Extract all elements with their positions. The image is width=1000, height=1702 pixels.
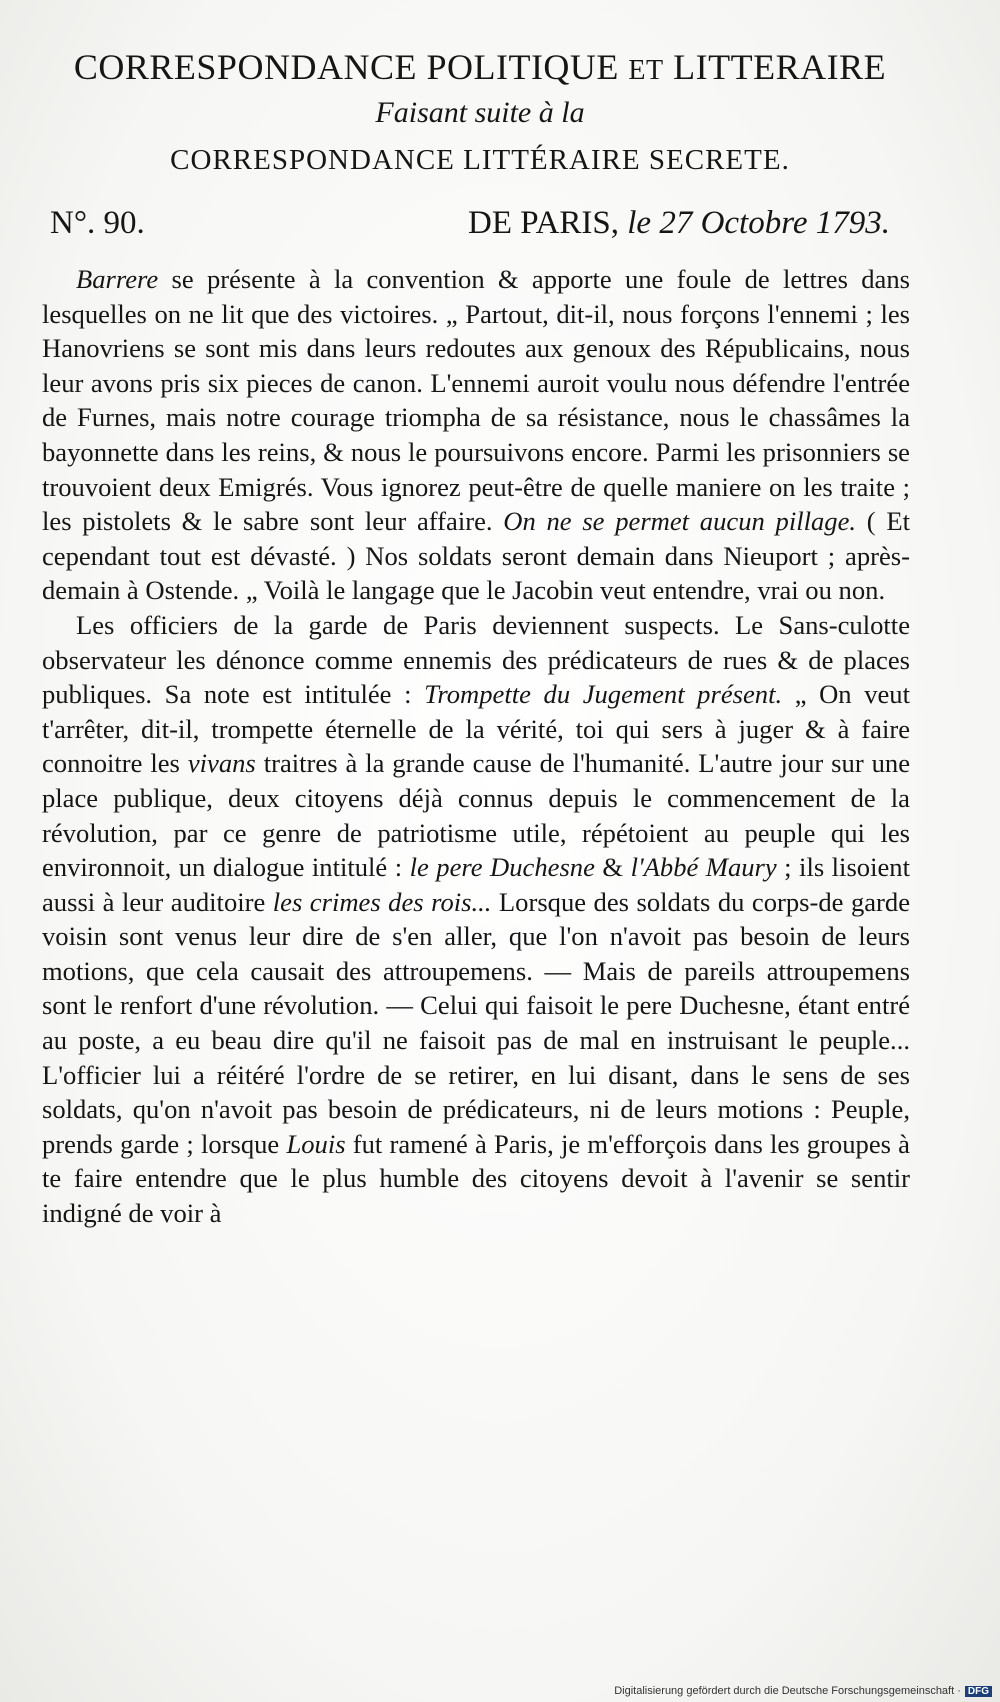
issue-place-date bbox=[468, 205, 890, 242]
journal-secondary-title: CORRESPONDANCE LITTÉRAIRE SECRETE. bbox=[170, 143, 790, 176]
p2-italic-duchesne: le pere Duchesne bbox=[409, 852, 595, 883]
paragraph-1 bbox=[42, 262, 910, 608]
issue-number: N°. 90. bbox=[50, 205, 145, 241]
p1-text-2: ( Et cependant tout est dévasté. ) Nos soldats seront demain dans Nieuport ; après-demain à Ostende. „ Voilà le langage que le Jacobin veut entendre, vrai ou non. bbox=[42, 506, 911, 606]
p2-text-4: & bbox=[594, 852, 631, 883]
p2-italic-louis: Louis bbox=[286, 1128, 346, 1159]
article-body bbox=[42, 262, 910, 1231]
dateline bbox=[50, 205, 890, 245]
journal-title-end: LITTERAIRE bbox=[673, 47, 887, 87]
p1-text-1: se présente à la convention & apporte une foule de lettres dans lesquelles on ne lit que des victoires. „ Partout, dit-il, nous forçons l'ennemi ; les Hanovriens se sont mis dans leurs redoutes aux genoux des Républicains, nous leur avons pris six pieces de canon. L'ennemi auroit voulu nous défendre l'entrée de Furnes, mais notre courage triompha de sa résistance, nous le chassâmes la bayonnette dans les reins, & nous le poursuivons encore. Parmi les prisonniers se trouvoient deux Emigrés. Vous ignorez peut-être de quelle maniere on les traite ; les pistolets & le sabre sont leur affaire. bbox=[42, 264, 910, 537]
paragraph-2 bbox=[42, 608, 910, 1231]
p2-text-5: ; ils lisoient aussi à leur auditoire bbox=[42, 852, 910, 917]
p2-italic-trompette: Trompette du Jugement présent. bbox=[424, 679, 783, 710]
dfg-logo: DFG bbox=[965, 1686, 992, 1697]
p2-italic-maury: l'Abbé Maury bbox=[630, 852, 777, 883]
issue-place: DE PARIS, bbox=[468, 205, 620, 241]
issue-date: le 27 Octobre 1793. bbox=[627, 205, 890, 241]
journal-title-connector: ET bbox=[628, 55, 664, 86]
p2-text-3: traitres à la grande cause de l'humanité. L'autre jour sur une place publique, deux citoyens déjà connus depuis le commencement de la révolution, par ce genre de patriotisme utile, répétoient au peuple qui les environnoit, un dialogue intitulé : bbox=[42, 748, 910, 883]
journal-title bbox=[40, 48, 920, 88]
p2-text-6: Lorsque des soldats du corps-de garde voisin sont venus leur dire de s'en aller, que l'on n'avoit pas besoin de leurs motions, que cela causait des attroupemens. — Mais de pareils attroupemens sont le renfort d'une révolution. — Celui qui faisoit le pere Duchesne, étant entré au poste, a eu beau dire qu'il ne faisoit pas de mal en instruisant le peuple... L'officier lui a réitéré l'ordre de se retirer, en lui disant, dans le sens de ses soldats, qu'on n'avoit pas besoin de prédicateurs, ni de leurs motions : Peuple, prends garde ; lorsque bbox=[42, 886, 910, 1159]
p2-text-2: „ On veut t'arrêter, dit-il, trompette éternelle de la vérité, toi qui sers à juger & à faire connoitre les bbox=[42, 679, 910, 779]
page-header bbox=[40, 48, 920, 177]
p1-italic-pillage: On ne se permet aucun pillage. bbox=[503, 506, 857, 537]
journal-subtitle: Faisant suite à la bbox=[375, 95, 585, 129]
p2-text-7: fut ramené à Paris, je m'efforçois dans les groupes à te faire entendre que le plus humble des citoyens devoit à l'avenir se sentir indigné de voir à bbox=[42, 1128, 910, 1229]
p2-italic-crimes: les crimes des rois... bbox=[272, 886, 492, 917]
p2-text-1: Les officiers de la garde de Paris deviennent suspects. Le Sans-culotte observateur les dénonce comme ennemis des prédicateurs de rues & de places publiques. Sa note est intitulée : bbox=[42, 609, 910, 710]
digitization-footer bbox=[614, 1685, 992, 1697]
p1-name-barrere: Barrere bbox=[76, 264, 159, 294]
p2-italic-vivans: vivans bbox=[187, 748, 256, 779]
journal-title-main: CORRESPONDANCE POLITIQUE bbox=[73, 47, 619, 87]
footer-credit: Digitalisierung gefördert durch die Deutsche Forschungsgemeinschaft · bbox=[614, 1685, 961, 1697]
